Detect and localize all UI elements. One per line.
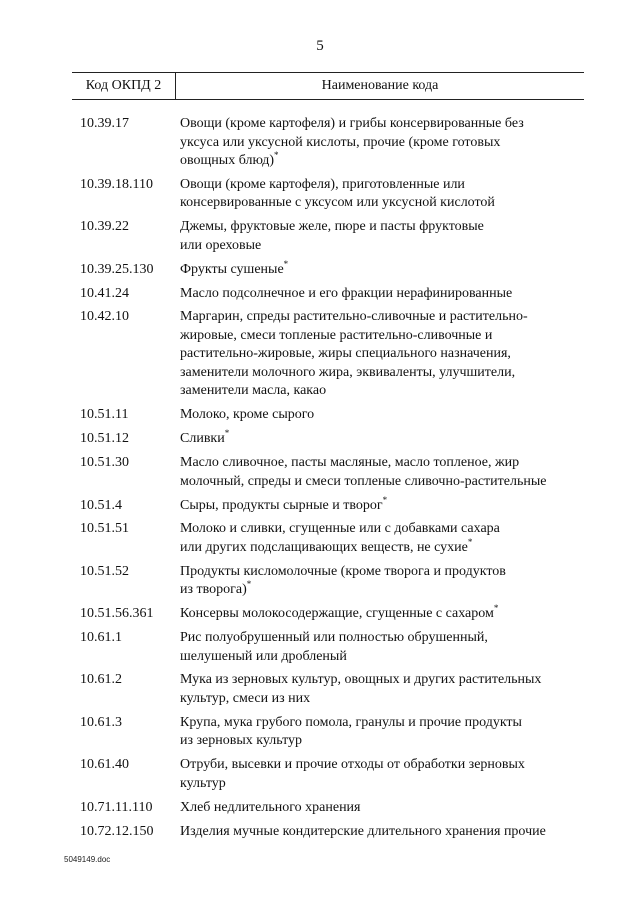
row-name bbox=[180, 629, 585, 666]
row-code: 10.61.40 bbox=[80, 757, 129, 773]
table-row bbox=[80, 823, 585, 842]
row-name-text: Сыры, продукты сырные и творог bbox=[180, 497, 383, 513]
table-row bbox=[80, 494, 585, 516]
row-name-text: Маргарин, спреды растительно-сливочные и растительно- жировые, смеси топленые растительно-сливочные и растительно-жировые, жиры специального назначения, заменители молочного жира, эквиваленты, улучшители, заменители масла, какао bbox=[180, 309, 528, 399]
row-name bbox=[180, 714, 585, 751]
table-row bbox=[80, 605, 585, 624]
row-name bbox=[180, 308, 585, 401]
row-name-text: Сливки bbox=[180, 431, 225, 447]
table-row bbox=[80, 714, 585, 751]
row-code: 10.39.18.110 bbox=[80, 176, 153, 192]
row-name bbox=[180, 494, 585, 516]
row-name-text: Молоко, кроме сырого bbox=[180, 407, 315, 423]
footnote-asterisk: * bbox=[274, 150, 279, 160]
table-row bbox=[80, 258, 585, 280]
row-name bbox=[180, 176, 585, 213]
row-name-text: Рис полуобрушенный или полностью обрушенный, шелушеный или дробленый bbox=[180, 630, 488, 664]
header-name-column: Наименование кода bbox=[321, 78, 439, 93]
table-row bbox=[80, 756, 585, 793]
row-name-text: Крупа, мука грубого помола, гранулы и прочие продукты из зерновых культур bbox=[180, 714, 522, 749]
row-code: 10.61.3 bbox=[80, 714, 122, 730]
table-row bbox=[80, 563, 585, 600]
row-name bbox=[180, 520, 585, 557]
footnote-asterisk: * bbox=[283, 258, 289, 269]
row-code: 10.51.11 bbox=[80, 407, 129, 423]
row-name bbox=[180, 285, 585, 304]
row-name-text: Овощи (кроме картофеля), приготовленные или консервированные с уксусом или уксусной кислотой bbox=[180, 176, 495, 211]
row-code: 10.61.1 bbox=[80, 630, 122, 646]
row-code: 10.51.51 bbox=[80, 521, 129, 537]
row-name-text: Овощи (кроме картофеля) и грибы консервированные без уксуса или уксусной кислоты, прочие (кроме готовых овощных блюд) bbox=[180, 116, 524, 168]
table-row bbox=[80, 454, 585, 491]
row-name-text: Изделия мучные кондитерские длительного хранения прочие bbox=[180, 823, 546, 839]
row-name bbox=[180, 799, 585, 818]
row-name-text: Масло сливочное, пасты масляные, масло топленое, жир молочный, спреды и смеси топленые сливочно-растительные bbox=[180, 455, 547, 489]
footnote-asterisk: * bbox=[467, 536, 473, 547]
table-row bbox=[80, 671, 585, 708]
row-code: 10.51.30 bbox=[80, 455, 129, 471]
table-row bbox=[80, 799, 585, 818]
row-code: 10.51.12 bbox=[80, 431, 129, 447]
row-code: 10.39.22 bbox=[80, 219, 129, 235]
row-name-text: Отруби, высевки и прочие отходы от обработки зерновых культур bbox=[180, 757, 525, 791]
row-name-text: Хлеб недлительного хранения bbox=[180, 799, 361, 815]
row-code: 10.61.2 bbox=[80, 672, 122, 688]
row-name-text: Джемы, фруктовые желе, пюре и пасты фруктовые или ореховые bbox=[180, 219, 484, 253]
row-name bbox=[180, 218, 585, 255]
row-name-text: Молоко и сливки, сгущенные или с добавками сахара или других подслащивающих веществ, не сухие bbox=[180, 521, 500, 555]
row-code: 10.72.12.150 bbox=[80, 823, 154, 839]
footnote-asterisk: * bbox=[493, 603, 499, 614]
row-name bbox=[180, 823, 585, 842]
row-name-text: Консервы молокосодержащие, сгущенные с сахаром bbox=[180, 606, 494, 622]
table-row bbox=[80, 176, 585, 213]
row-name bbox=[180, 430, 585, 449]
row-name bbox=[180, 454, 585, 491]
table-row bbox=[80, 406, 585, 425]
table-row bbox=[80, 308, 585, 401]
row-name bbox=[180, 563, 585, 600]
row-code: 10.39.17 bbox=[80, 116, 129, 131]
header-code-column: Код ОКПД 2 bbox=[72, 73, 176, 99]
row-code: 10.41.24 bbox=[80, 285, 129, 301]
row-name-text: Мука из зерновых культур, овощных и других растительных культур, смеси из них bbox=[180, 672, 542, 706]
row-code: 10.71.11.110 bbox=[80, 799, 153, 815]
table-row bbox=[80, 629, 585, 666]
row-name-text: Фрукты сушеные bbox=[180, 261, 284, 277]
row-name bbox=[180, 605, 585, 624]
row-code: 10.51.4 bbox=[80, 497, 122, 513]
row-name-text: Масло подсолнечное и его фракции нерафинированные bbox=[180, 285, 513, 301]
row-name-text: Продукты кисломолочные (кроме творога и продуктов из творога) bbox=[180, 563, 506, 598]
table-row bbox=[80, 285, 585, 304]
table-header bbox=[72, 72, 584, 100]
page-number: 5 bbox=[316, 38, 324, 54]
row-name bbox=[180, 671, 585, 708]
row-code: 10.51.56.361 bbox=[80, 606, 154, 622]
footnote-asterisk: * bbox=[246, 579, 252, 590]
table-row bbox=[80, 520, 585, 557]
table-row bbox=[80, 115, 585, 171]
row-name bbox=[180, 258, 585, 280]
row-name bbox=[180, 115, 585, 171]
table-row bbox=[80, 218, 585, 255]
table-row bbox=[80, 430, 585, 449]
footnote-asterisk: * bbox=[382, 494, 388, 505]
row-name bbox=[180, 406, 585, 425]
row-code: 10.51.52 bbox=[80, 563, 129, 579]
row-code: 10.39.25.130 bbox=[80, 261, 154, 277]
row-name bbox=[180, 756, 585, 793]
table-body bbox=[80, 115, 585, 846]
row-code: 10.42.10 bbox=[80, 309, 129, 325]
document-filename: 5049149.doc bbox=[64, 855, 111, 864]
footnote-asterisk: * bbox=[224, 428, 230, 439]
